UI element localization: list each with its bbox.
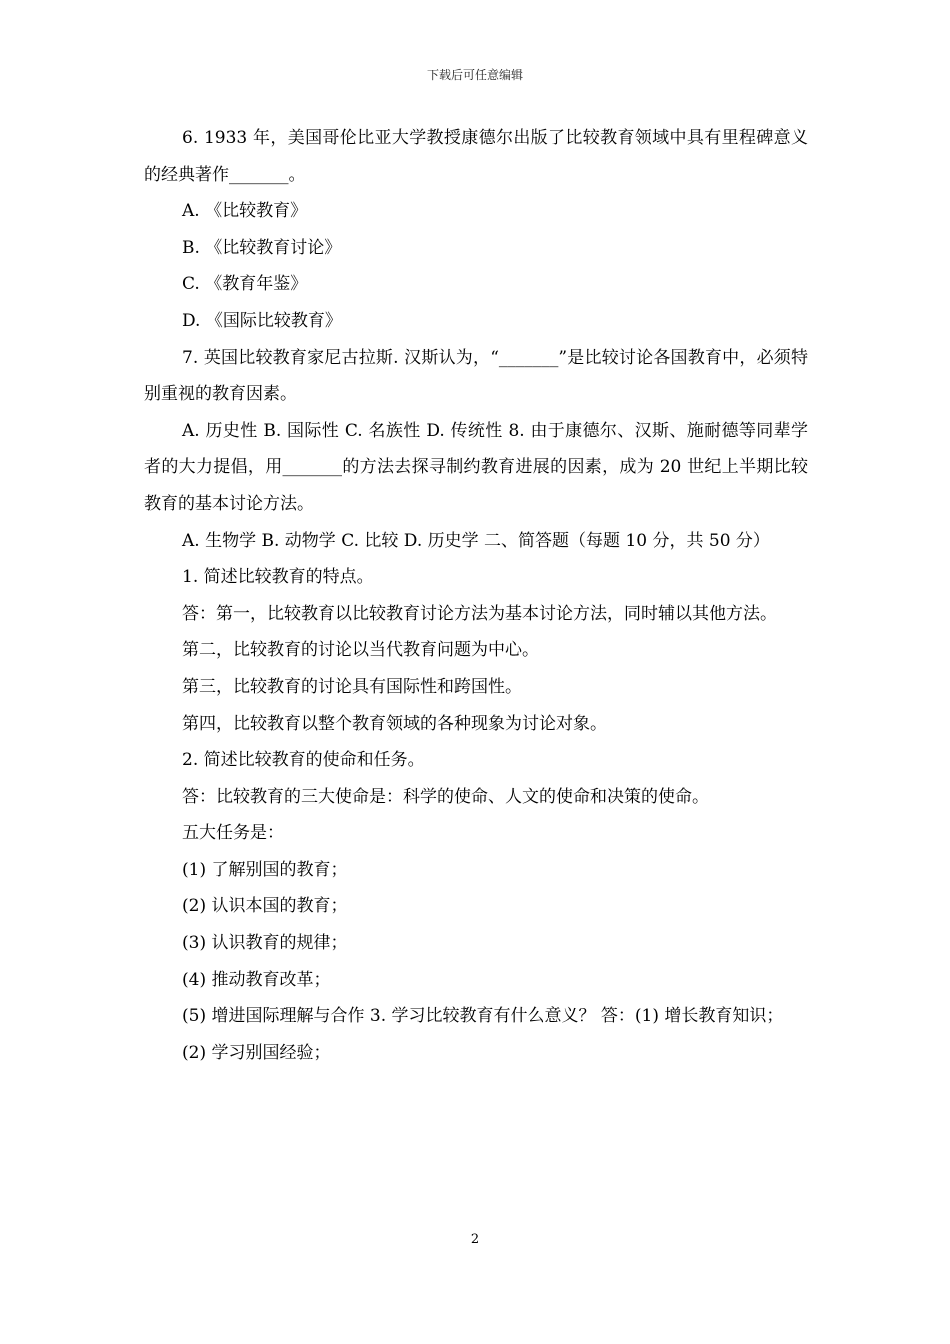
option-a: A. 《比较教育》 [182, 201, 308, 222]
short-answer-1: 1. 简述比较教育的特点。 [182, 567, 374, 588]
answer-1-third: 第三，比较教育的讨论具有国际性和跨国性。 [182, 676, 522, 697]
task-2: (2) 认识本国的教育； [182, 896, 348, 917]
question-6: 6. 1933 年，美国哥伦比亚大学教授康德尔出版了比较教育领域中具有里程碑意义的经典著作_______。 [144, 128, 808, 185]
question-7-options-and-question-8: A. 历史性 B. 国际性 C. 名族性 D. 传统性 8. 由于康德尔、汉斯、施耐德等同辈学者的大力提倡，用_______的方法去探寻制约教育进展的因素，成为 20 世纪上半期比较教育的基本讨论方法。 [144, 420, 808, 514]
answer-2-missions: 答：比较教育的三大使命是：科学的使命、人文的使命和决策的使命。 [182, 786, 709, 807]
question-8-options-and-section-heading: A. 生物学 B. 动物学 C. 比较 D. 历史学 二、简答题（每题 10 分，共 50 分） [182, 530, 770, 551]
document-body [144, 120, 808, 1071]
page-header: 下载后可任意编辑 [426, 68, 523, 82]
task-1: (1) 了解别国的教育； [182, 859, 348, 880]
question-7: 7. 英国比较教育家尼古拉斯. 汉斯认为，“_______”是比较讨论各国教育中，必须特别重视的教育因素。 [144, 347, 808, 405]
task-3: (3) 认识教育的规律； [182, 933, 348, 954]
answer-1-second: 第二，比较教育的讨论以当代教育问题为中心。 [182, 640, 539, 661]
answer-3-point-2: (2) 学习别国经验； [182, 1042, 331, 1063]
answer-2-tasks-heading: 五大任务是： [182, 823, 284, 844]
task-5-and-question-3: (5) 增进国际理解与合作 3. 学习比较教育有什么意义？ 答：(1) 增长教育知识； [182, 1006, 784, 1027]
short-answer-2: 2. 简述比较教育的使命和任务。 [182, 750, 425, 771]
option-c: C. 《教育年鉴》 [182, 274, 308, 295]
option-b: B. 《比较教育讨论》 [182, 237, 342, 258]
page-number: 2 [470, 1232, 480, 1247]
answer-1-fourth: 第四，比较教育以整个教育领域的各种现象为讨论对象。 [182, 713, 607, 734]
answer-1-first: 答：第一，比较教育以比较教育讨论方法为基本讨论方法，同时辅以其他方法。 [182, 603, 777, 624]
option-d: D. 《国际比较教育》 [182, 310, 342, 331]
task-4: (4) 推动教育改革； [182, 969, 331, 990]
